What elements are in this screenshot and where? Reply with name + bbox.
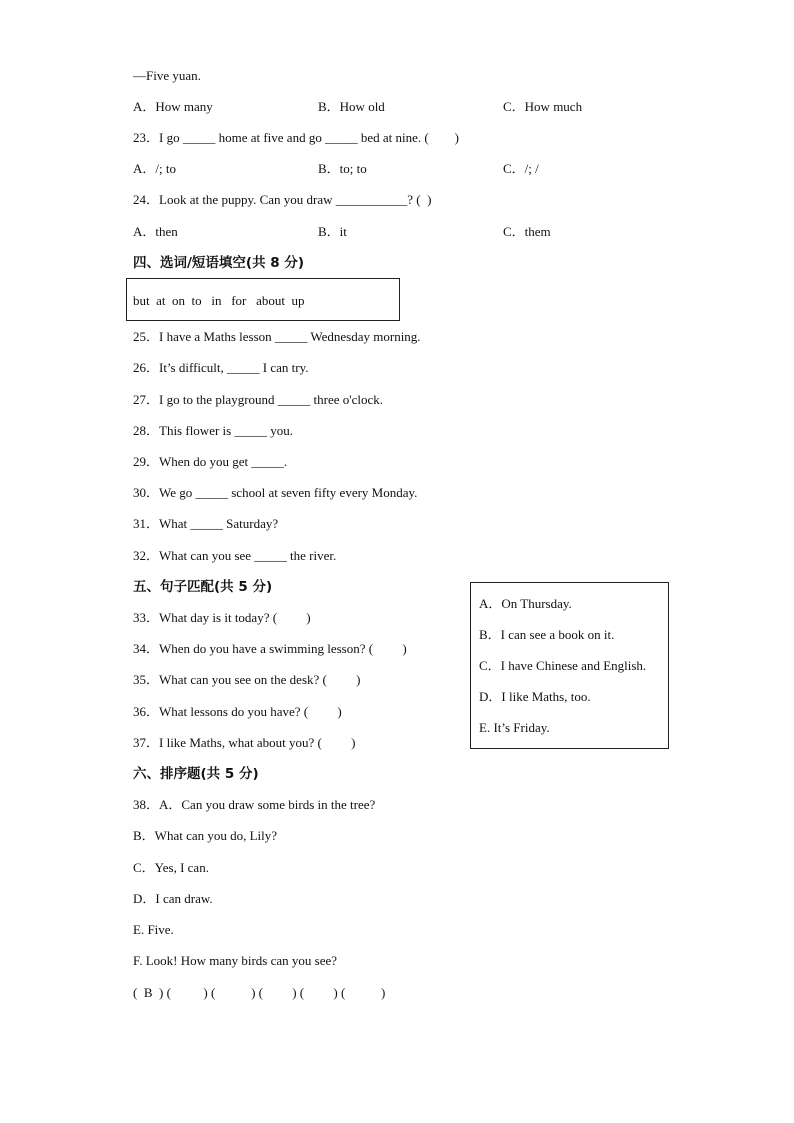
sequence-line-b: B．What can you do, Lily?: [133, 828, 278, 843]
question-32: 32．What can you see _____ the river.: [133, 548, 337, 563]
question-34: 34．When do you have a swimming lesson? ( ): [133, 641, 407, 656]
section-6-title: 六、排序题(共 5 分): [133, 766, 259, 782]
question-36: 36．What lessons do you have? ( ): [133, 704, 342, 719]
q22-option-c: C．How much: [503, 99, 583, 114]
q24-option-a: A．then: [133, 224, 178, 239]
q24-option-c: C．them: [503, 224, 551, 239]
sequence-line-c: C．Yes, I can.: [133, 860, 209, 875]
question-27: 27．I go to the playground _____ three o'clock.: [133, 392, 384, 407]
question-24: 24．Look at the puppy. Can you draw ___________? ( ): [133, 192, 432, 207]
sequence-answer-blanks: ( B ) ( ) ( ) ( ) ( ) ( ): [133, 985, 386, 1000]
question-28: 28．This flower is _____ you.: [133, 423, 293, 438]
q22-option-b: B．How old: [318, 99, 385, 114]
q22-option-a: A．How many: [133, 99, 213, 114]
question-33: 33．What day is it today? ( ): [133, 610, 311, 625]
question-30: 30．We go _____ school at seven fifty every Monday.: [133, 485, 418, 500]
q23-option-b: B．to; to: [318, 161, 367, 176]
answer-c: C．I have Chinese and English.: [479, 658, 647, 673]
answer-d: D．I like Maths, too.: [479, 689, 591, 704]
q24-option-b: B．it: [318, 224, 347, 239]
question-26: 26．It’s difficult, _____ I can try.: [133, 360, 309, 375]
top-answer-line: —Five yuan.: [133, 68, 201, 83]
q23-option-a: A．/; to: [133, 161, 176, 176]
section-5-title: 五、句子匹配(共 5 分): [133, 579, 273, 595]
question-29: 29．When do you get _____.: [133, 454, 288, 469]
question-31: 31．What _____ Saturday?: [133, 516, 279, 531]
sequence-line-a: 38．A．Can you draw some birds in the tree?: [133, 797, 376, 812]
sequence-line-d: D．I can draw.: [133, 891, 213, 906]
question-23: 23．I go _____ home at five and go _____ bed at nine. ( ): [133, 130, 460, 145]
question-37: 37．I like Maths, what about you? ( ): [133, 735, 356, 750]
answer-e: E. It’s Friday.: [479, 720, 550, 735]
sequence-line-e: E. Five.: [133, 922, 174, 937]
answer-a: A．On Thursday.: [479, 596, 572, 611]
question-25: 25．I have a Maths lesson _____ Wednesday morning.: [133, 329, 421, 344]
answer-b: B．I can see a book on it.: [479, 627, 615, 642]
q23-option-c: C．/; /: [503, 161, 539, 176]
section-4-title: 四、选词/短语填空(共 8 分): [133, 255, 305, 271]
question-35: 35．What can you see on the desk? ( ): [133, 672, 361, 687]
word-bank: but at on to in for about up: [133, 293, 305, 308]
sequence-line-f: F. Look! How many birds can you see?: [133, 953, 338, 968]
